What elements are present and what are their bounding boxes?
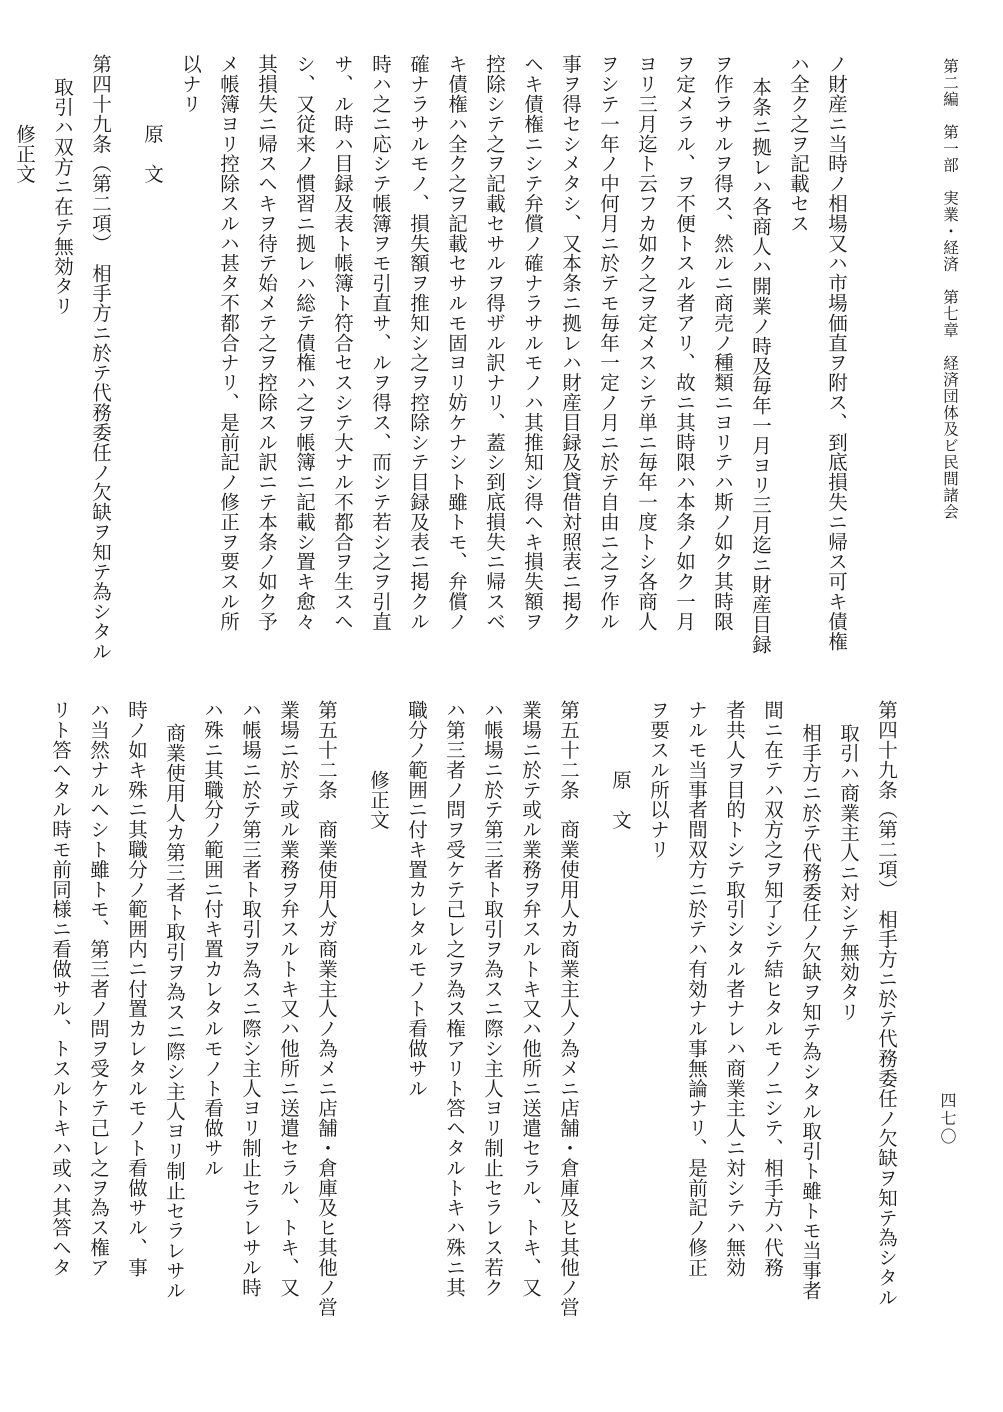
text-column: 本条ニ拠レハ各商人ハ開業ノ時及毎年一月ヨリ三月迄ニ財産目録	[749, 77, 772, 655]
text-column: 控除シテ之ヲ記載セサルヲ得ザル訳ナリ、蓋シ到底損失ニ帰スベ	[483, 54, 506, 632]
text-column: 者共人ヲ目的トシテ取引シタル者ナレハ商業主人ニ対シテハ無効	[723, 700, 746, 1278]
text-column: ヲシテ一年ノ中何月ニ於テモ毎年一定ノ月ニ於テ自由ニ之ヲ作ル	[597, 54, 620, 632]
text-column: キ債権ハ全ク之ヲ記載セサルモ固ヨリ妨ケナシト雖トモ、弁償ノ	[445, 54, 468, 632]
article-heading: 第四十九条（第二項） 相手方ニ於テ代務委任ノ欠缺ヲ知テ為シタル	[875, 700, 898, 1308]
text-column: 業場ニ於テ或ル業務ヲ弁スルトキ又ハ他所ニ送遣セラル、トキ、又	[277, 700, 300, 1297]
page-number: 四七〇	[938, 1092, 957, 1146]
text-column: ハ当然ナルヘシト雖トモ、第三者ノ問ヲ受ケテ己レ之ヲ為ス権ア	[87, 700, 110, 1278]
text-column: ハ殊ニ其職分ノ範囲ニ付キ置カレタルモノト看做サル	[201, 700, 224, 1178]
text-column: 職分ノ範囲ニ付キ置カレタルモノト看做サル	[405, 700, 428, 1098]
upper-text-block	[5, 54, 855, 678]
text-column: 事ヲ得セシメタシ、又本条ニ拠レハ財産目録及貸借対照表ニ掲ク	[559, 54, 582, 632]
text-column: 商業使用人カ第三者ト取引ヲ為スニ際シ主人ヨリ制止セラレサル	[163, 723, 186, 1301]
text-column: ヲ定メラル、ヲ不便トスル者アリ、故ニ其時限ハ本条ノ如ク一月	[673, 54, 696, 632]
text-column: シ、又従来ノ慣習ニ拠レハ総テ債権ハ之ヲ帳簿ニ記載シ置キ愈々	[293, 54, 316, 632]
text-column: リト答ヘタル時モ前同様ニ看做サル、トスルトキハ或ハ其答ヘタ	[49, 700, 72, 1278]
text-column: ハ帳場ニ於テ第三者ト取引ヲ為スニ際シ主人ヨリ制止セラレサル時	[239, 700, 262, 1297]
text-column: 間ニ在テハ双方之ヲ知了シテ結ヒタルモノニシテ、相手方ハ代務	[761, 700, 784, 1278]
section-heading-revised: 修正文	[367, 770, 390, 830]
article-heading: 第五十二条 商業使用人ガ商業主人ノ為メニ店舗・倉庫及ヒ其他ノ営	[315, 700, 338, 1317]
section-heading-original: 原 文	[141, 124, 164, 184]
text-column: 以ナリ	[179, 54, 202, 114]
article-heading: 第五十二条 商業使用人カ商業主人ノ為メニ店舗・倉庫及ヒ其他ノ営	[557, 700, 580, 1317]
text-column: 業場ニ於テ或ル業務ヲ弁スルトキ又ハ他所ニ送遣セラル、トキ、又	[519, 700, 542, 1297]
text-column: 時ハ之ニ応シテ帳簿ヲモ引直サ、ルヲ得ス、而シテ若シ之ヲ引直	[369, 54, 392, 632]
text-column: 確ナラサルモノ、損失額ヲ推知シ之ヲ控除シテ目録及表ニ掲クル	[407, 54, 430, 632]
text-column: 取引ハ双方ニ在テ無効タリ	[51, 77, 74, 317]
article-heading: 第四十九条（第二項） 相手方ニ於テ代務委任ノ欠缺ヲ知テ為シタル	[89, 54, 112, 662]
text-column: ヘキ債権ニシテ弁償ノ確ナラサルモノハ其推知シ得ヘキ損失額ヲ	[521, 54, 544, 632]
text-column: 時ノ如キ殊ニ其職分ノ範囲内ニ付置カレタルモノト看做サル、事	[125, 700, 148, 1278]
text-column: サ、ル時ハ目録及表ト帳簿ト符合セスシテ大ナル不都合ヲ生スヘ	[331, 54, 354, 632]
text-column: ナルモ当事者間双方ニ於テハ有効ナル事無論ナリ、是前記ノ修正	[685, 700, 708, 1278]
text-column: メ帳簿ヨリ控除スルハ甚タ不都合ナリ、是前記ノ修正ヲ要スル所	[217, 54, 240, 632]
text-column: ハ帳場ニ於テ第三者ト取引ヲ為スニ際シ主人ヨリ制止セラレス若ク	[481, 700, 504, 1297]
text-column: 其損失ニ帰スヘキヲ待テ始メテ之ヲ控除スル訳ニテ本条ノ如ク予	[255, 54, 278, 632]
text-column: 取引ハ商業主人ニ対シテ無効タリ	[837, 723, 860, 1022]
text-column: 相手方ニ於テ代務委任ノ欠缺ヲ知テ為シタル取引ト雖トモ当事者	[799, 723, 822, 1301]
text-column: ハ全ク之ヲ記載セス	[787, 54, 810, 234]
running-head: 第二編 第一部 実業・経済 第七章 経済団体及ビ民間諸会	[941, 58, 959, 520]
text-column: ヲ作ラサルヲ得ス、然ルニ商売ノ種類ニヨリテハ斯ノ如ク其時限	[711, 54, 734, 632]
section-heading-original: 原 文	[609, 770, 632, 830]
text-column: ヨリ三月迄ト云フカ如ク之ヲ定メスシテ単ニ毎年一度トシ各商人	[635, 54, 658, 632]
text-column: ヲ要スル所以ナリ	[647, 700, 670, 860]
text-column: ハ第三者ノ問ヲ受ケテ己レ之ヲ為ス権アリト答ヘタルトキハ殊ニ其	[443, 700, 466, 1297]
text-column: ノ財産ニ当時ノ相場又ハ市場価直ヲ附ス、到底損失ニ帰ス可キ債権	[825, 54, 848, 651]
section-heading-revised: 修正文	[13, 124, 36, 184]
lower-text-block	[41, 700, 905, 1360]
